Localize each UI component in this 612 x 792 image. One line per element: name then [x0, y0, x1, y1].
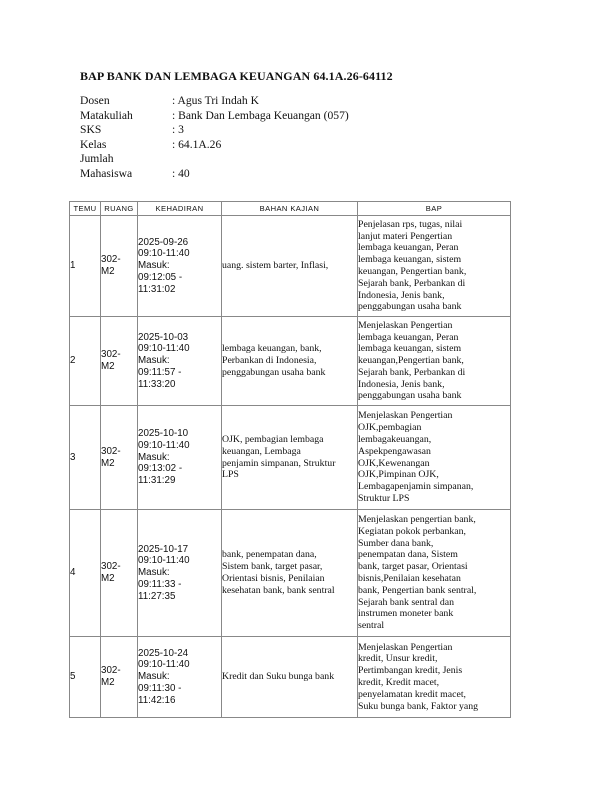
info-label: SKS [80, 123, 102, 136]
bap-line: Pertimbangan kredit, Jenis [358, 665, 463, 677]
cell-bahan-kajian [222, 510, 358, 637]
kehadiran-line: 2025-09-26 [138, 236, 189, 248]
bap-line: keuangan,Pengertian bank, [358, 355, 464, 367]
cell-bahan-kajian [222, 406, 358, 510]
table-body [70, 216, 511, 718]
cell-temu: 4 [70, 510, 101, 637]
bap-line: Menjelaskan Pengertian [358, 410, 453, 422]
bap-line: Sejarah bank, Perbankan di [358, 366, 466, 378]
cell-temu: 2 [70, 317, 101, 406]
document-title: BAP BANK DAN LEMBAGA KEUANGAN 64.1A.26-64112 [80, 69, 393, 83]
cell-kehadiran [138, 406, 222, 510]
bahan-line: Orientasi bisnis, Penilaian [222, 573, 325, 584]
header-temu: TEMU [70, 202, 101, 216]
bap-line: keuangan, Pengertian bank, [358, 266, 467, 277]
cell-temu: 1 [70, 216, 101, 317]
info-label: Matakuliah [80, 108, 133, 122]
ruang-line: 302- [101, 254, 121, 266]
bap-line: instrumen moneter bank [358, 608, 454, 620]
ruang-line: 302- [101, 349, 121, 361]
table-row [70, 317, 511, 406]
bahan-line: keuangan, Lembaga [222, 445, 301, 457]
cell-bap [358, 317, 511, 406]
table-row [70, 406, 511, 510]
cell-kehadiran [138, 317, 222, 406]
bap-line: kredit, Kredit macet, [358, 677, 440, 688]
cell-ruang [101, 637, 138, 718]
ruang-line: 302- [101, 561, 121, 573]
bap-line: Sejarah bank, Perbankan di [358, 277, 466, 289]
bahan-line: Kredit dan Suku bunga bank [222, 671, 335, 683]
kehadiran-line: 11:42:16 [138, 694, 176, 706]
info-value: : 40 [172, 166, 190, 180]
bap-line: Menjelaskan Pengertian [358, 641, 453, 653]
kehadiran-line: 09:10-11:40 [138, 439, 190, 451]
bap-line: Indonesia, Jenis bank, [358, 378, 445, 390]
bap-line: lanjut materi Pengertian [358, 230, 453, 242]
bap-line: Indonesia, Jenis bank, [358, 289, 445, 301]
cell-kehadiran [138, 637, 222, 718]
table-row [70, 510, 511, 637]
bap-line: Suku bunga bank, Faktor yang [358, 700, 478, 712]
bap-line: lembagakeuangan, [358, 433, 432, 445]
ruang-line: M2 [101, 677, 115, 688]
table-row [70, 216, 511, 317]
ruang-line: M2 [101, 266, 115, 277]
kehadiran-line: 09:12:05 - [138, 271, 183, 283]
info-label: Mahasiswa [80, 166, 133, 180]
info-row-mahasiswa [80, 167, 349, 182]
cell-bap [358, 510, 511, 637]
kehadiran-line: 09:11:30 - [138, 682, 182, 694]
info-value: : 3 [172, 123, 184, 136]
header-kehadiran: KEHADIRAN [138, 202, 222, 216]
cell-bap [358, 637, 511, 718]
bap-line: penggabungan usaha bank [358, 390, 462, 402]
bahan-line: kesehatan bank, bank sentral [222, 584, 335, 596]
kehadiran-line: 09:10-11:40 [138, 248, 190, 260]
kehadiran-line: 11:31:02 [138, 283, 176, 295]
bap-line: Sejarah bank sentral dan [358, 596, 455, 608]
ruang-line: M2 [101, 361, 115, 372]
kehadiran-line: Masuk: [138, 260, 170, 272]
bap-line: lembaga keuangan, Peran [358, 331, 459, 343]
kehadiran-line: 2025-10-03 [138, 331, 189, 343]
info-row-kelas [80, 138, 349, 153]
info-label: Dosen [80, 94, 110, 107]
kehadiran-line: 2025-10-17 [138, 543, 189, 555]
kehadiran-line: 09:10-11:40 [138, 555, 190, 567]
header-bahan-kajian: BAHAN KAJIAN [222, 202, 358, 216]
kehadiran-line: 09:10-11:40 [138, 343, 190, 355]
ruang-line: M2 [101, 457, 115, 469]
info-value: : Agus Tri Indah K [172, 94, 259, 107]
info-row-matakuliah [80, 109, 349, 124]
cell-bap [358, 406, 511, 510]
info-value: : 64.1A.26 [172, 137, 222, 151]
bahan-line: OJK, pembagian lembaga [222, 433, 324, 445]
cell-bahan-kajian [222, 216, 358, 317]
ruang-line: 302- [101, 665, 121, 677]
bap-line: OJK,Kewenangan [358, 457, 430, 469]
bahan-line: lembaga keuangan, bank, [222, 343, 322, 355]
info-value: : Bank Dan Lembaga Keuangan (057) [172, 108, 349, 122]
kehadiran-line: 11:27:35 [138, 590, 176, 602]
bahan-line: penggabungan usaha bank [222, 366, 326, 378]
bap-line: Menjelaskan pengertian bank, [358, 514, 476, 526]
schedule-table [69, 201, 511, 718]
bap-line: penggabungan usaha bank [358, 301, 462, 313]
kehadiran-line: Masuk: [138, 355, 170, 367]
header-bap: BAP [358, 202, 511, 216]
cell-bahan-kajian [222, 317, 358, 406]
bap-line: lembaga keuangan, sistem [358, 254, 462, 266]
cell-ruang [101, 317, 138, 406]
kehadiran-line: 09:10-11:40 [138, 659, 190, 671]
cell-ruang [101, 406, 138, 510]
bap-line: OJK,Pimpinan OJK, [358, 469, 439, 481]
table-header-row [70, 202, 511, 216]
info-row-sks [80, 123, 349, 138]
kehadiran-line: 2025-10-24 [138, 647, 189, 659]
ruang-line: 302- [101, 445, 121, 457]
cell-bap [358, 216, 511, 317]
bap-line: bisnis,Penilaian kesehatan [358, 573, 461, 584]
cell-kehadiran [138, 216, 222, 317]
bap-line: bank, target pasar, Orientasi [358, 561, 468, 573]
info-label: Jumlah [80, 152, 114, 165]
kehadiran-line: Masuk: [138, 671, 170, 683]
kehadiran-line: 09:11:33 - [138, 578, 182, 590]
bap-line: kredit, Unsur kredit, [358, 653, 438, 665]
bahan-line: Sistem bank, target pasar, [222, 561, 323, 573]
bap-line: Aspekpengawasan [358, 445, 431, 457]
bap-line: bank, Pengertian bank sentral, [358, 584, 477, 596]
info-label: Kelas [80, 137, 107, 151]
bap-line: sentral [358, 620, 385, 632]
info-row-jumlah [80, 152, 349, 167]
cell-kehadiran [138, 510, 222, 637]
course-info [80, 94, 349, 181]
cell-ruang [101, 510, 138, 637]
table-row [70, 637, 511, 718]
bap-line: penyelamatan kredit macet, [358, 688, 466, 700]
kehadiran-line: 09:11:57 - [138, 366, 182, 378]
bahan-line: LPS [222, 469, 239, 481]
bap-line: Menjelaskan Pengertian [358, 319, 453, 331]
bap-line: lembaga keuangan, sistem [358, 343, 462, 355]
cell-temu: 3 [70, 406, 101, 510]
cell-bahan-kajian [222, 637, 358, 718]
bap-line: OJK,pembagian [358, 422, 422, 434]
kehadiran-line: 09:13:02 - [138, 463, 183, 475]
kehadiran-line: 11:31:29 [138, 475, 176, 487]
ruang-line: M2 [101, 573, 115, 584]
bap-line: Penjelasan rps, tugas, nilai [358, 218, 463, 230]
cell-temu: 5 [70, 637, 101, 718]
header-ruang: RUANG [101, 202, 138, 216]
bap-line: Sumber dana bank, [358, 537, 434, 549]
bap-line: Lembagapenjamin simpanan, [358, 481, 474, 493]
bap-line: Kegiatan pokok perbankan, [358, 525, 467, 537]
cell-ruang [101, 216, 138, 317]
bahan-line: Perbankan di Indonesia, [222, 355, 317, 367]
kehadiran-line: 11:33:20 [138, 378, 176, 390]
info-row-dosen [80, 94, 349, 109]
kehadiran-line: 2025-10-10 [138, 428, 189, 439]
bap-line: penempatan dana, Sistem [358, 549, 458, 561]
kehadiran-line: Masuk: [138, 567, 170, 579]
bahan-line: bank, penempatan dana, [222, 549, 317, 561]
bap-line: Struktur LPS [358, 492, 410, 504]
kehadiran-line: Masuk: [138, 451, 170, 463]
bahan-line: uang. sistem barter, Inflasi, [222, 260, 329, 272]
bahan-line: penjamin simpanan, Struktur [222, 457, 336, 469]
bap-line: lembaga keuangan, Peran [358, 242, 459, 254]
